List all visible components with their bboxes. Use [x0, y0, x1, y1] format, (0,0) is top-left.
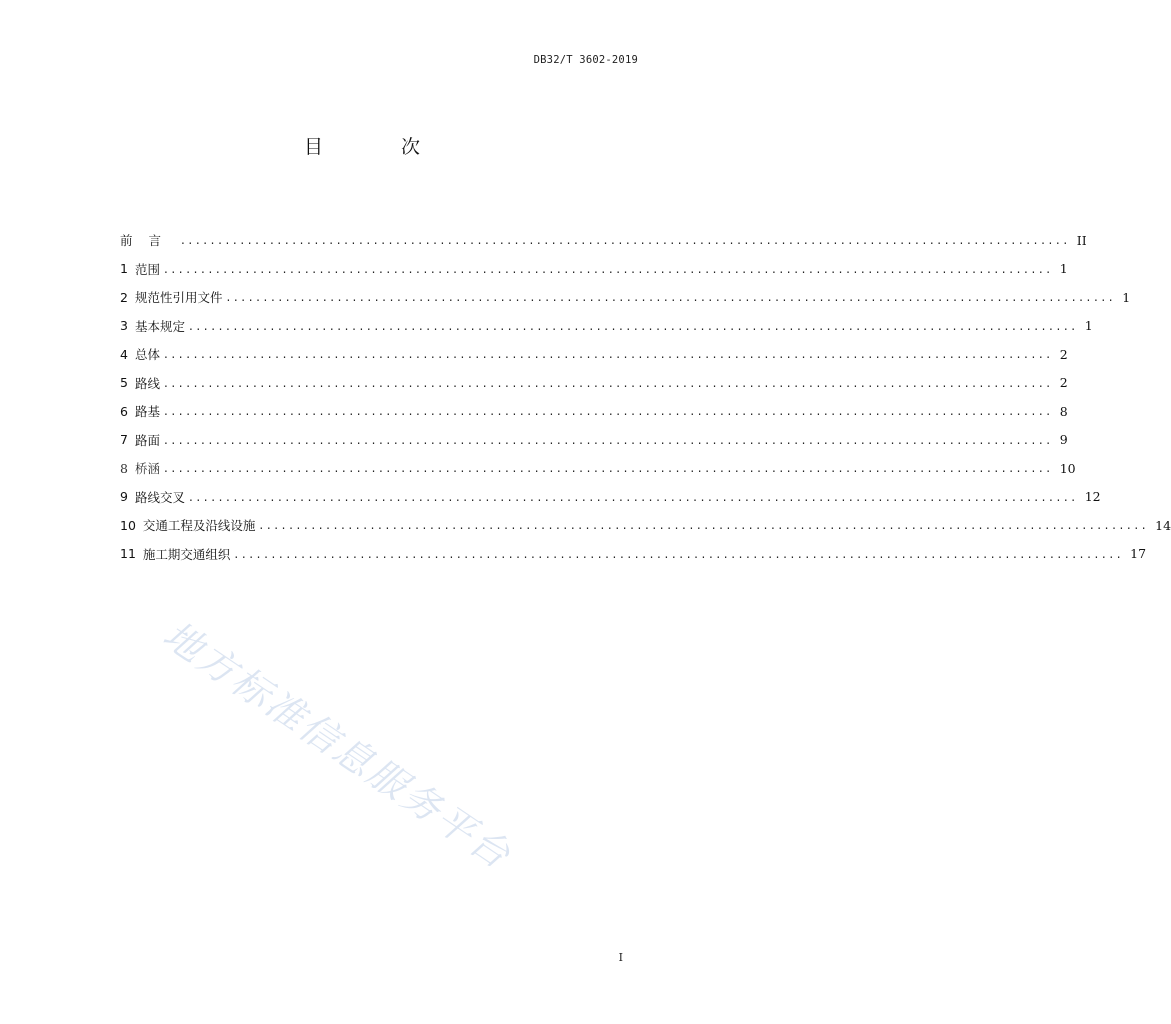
toc-entry-page: 9	[1059, 432, 1068, 448]
toc-entry-label: 桥涵	[134, 461, 160, 477]
toc-entry[interactable]	[120, 312, 1093, 341]
toc-entry[interactable]	[120, 426, 1068, 455]
toc-entry-page: 8	[1059, 403, 1068, 419]
toc-entry-page: 1	[1084, 318, 1093, 334]
toc-entry-number: 9	[120, 489, 128, 505]
toc-leader-dots: ........................................................................................................................	[163, 404, 1054, 419]
toc-leader-dots: ........................................................................................................................	[226, 290, 1117, 305]
toc-entry-number: 11	[120, 546, 136, 562]
toc-entry-number: 7	[120, 432, 128, 448]
toc-entry[interactable]	[120, 255, 1068, 284]
toc-entry-label: 基本规定	[134, 318, 185, 334]
toc-leader-dots: ........................................................................................................................	[259, 518, 1150, 533]
watermark: 地方标准信息服务平台	[155, 612, 520, 879]
toc-leader-dots: ........................................................................................................................	[163, 261, 1054, 276]
toc-entry-page: II	[1076, 232, 1087, 248]
toc-entry-label: 规范性引用文件	[134, 290, 223, 306]
toc-entry[interactable]	[120, 369, 1068, 398]
toc-entry-number: 10	[120, 517, 136, 533]
toc-entry-number: 2	[120, 289, 128, 305]
toc-entry-page: 2	[1059, 346, 1068, 362]
toc-leader-dots: ........................................................................................................................	[188, 318, 1079, 333]
toc-entry-page: 1	[1122, 289, 1131, 305]
toc-entry-label: 路基	[134, 404, 160, 420]
toc-leader-dots: ........................................................................................................................	[188, 489, 1079, 504]
toc-entry[interactable]	[120, 283, 1131, 312]
page-number: I	[618, 951, 623, 964]
toc-entry[interactable]	[120, 483, 1101, 512]
toc-entry-page: 2	[1059, 375, 1068, 391]
toc-entry-page: 14	[1155, 517, 1171, 533]
toc-entry-page: 12	[1084, 489, 1101, 505]
toc-entry[interactable]	[120, 511, 1171, 540]
toc-leader-dots: ........................................................................................................................	[163, 461, 1054, 476]
toc-leader-dots: ........................................................................................................................	[234, 546, 1125, 561]
toc-entry-number: 1	[120, 261, 128, 277]
toc-leader-dots: ........................................................................................................................	[163, 375, 1054, 390]
toc-entry-number: 4	[120, 346, 128, 362]
page-title: 目 次	[303, 136, 457, 158]
toc-leader-dots: ........................................................................................................................	[181, 233, 1071, 248]
toc-entry-page: 10	[1059, 460, 1076, 476]
standard-code: DB32/T 3602-2019	[533, 54, 638, 66]
toc-entry-label: 路面	[134, 432, 160, 448]
toc-entry-number: 8	[120, 460, 128, 476]
toc-entry-label: 施工期交通组织	[142, 546, 231, 562]
toc-entry[interactable]	[120, 226, 1087, 255]
toc-entry-label: 交通工程及沿线设施	[142, 518, 256, 534]
toc-entry[interactable]	[120, 340, 1068, 369]
toc-entry[interactable]	[120, 454, 1076, 483]
toc-entry-label: 路线交叉	[134, 489, 185, 505]
toc-entry[interactable]	[120, 540, 1147, 569]
toc-entry-page: 17	[1130, 546, 1147, 562]
toc-entry-number: 6	[120, 403, 128, 419]
table-of-contents	[120, 226, 1171, 568]
toc-leader-dots: ........................................................................................................................	[163, 432, 1054, 447]
toc-entry-page: 1	[1059, 261, 1068, 277]
toc-entry-number: 5	[120, 375, 128, 391]
toc-entry-label: 前言	[120, 233, 178, 249]
toc-entry-label: 总体	[134, 347, 160, 363]
toc-entry[interactable]	[120, 397, 1068, 426]
toc-entry-label: 路线	[134, 375, 160, 391]
toc-entry-number: 3	[120, 318, 128, 334]
toc-leader-dots: ........................................................................................................................	[163, 347, 1054, 362]
toc-entry-label: 范围	[134, 261, 160, 277]
